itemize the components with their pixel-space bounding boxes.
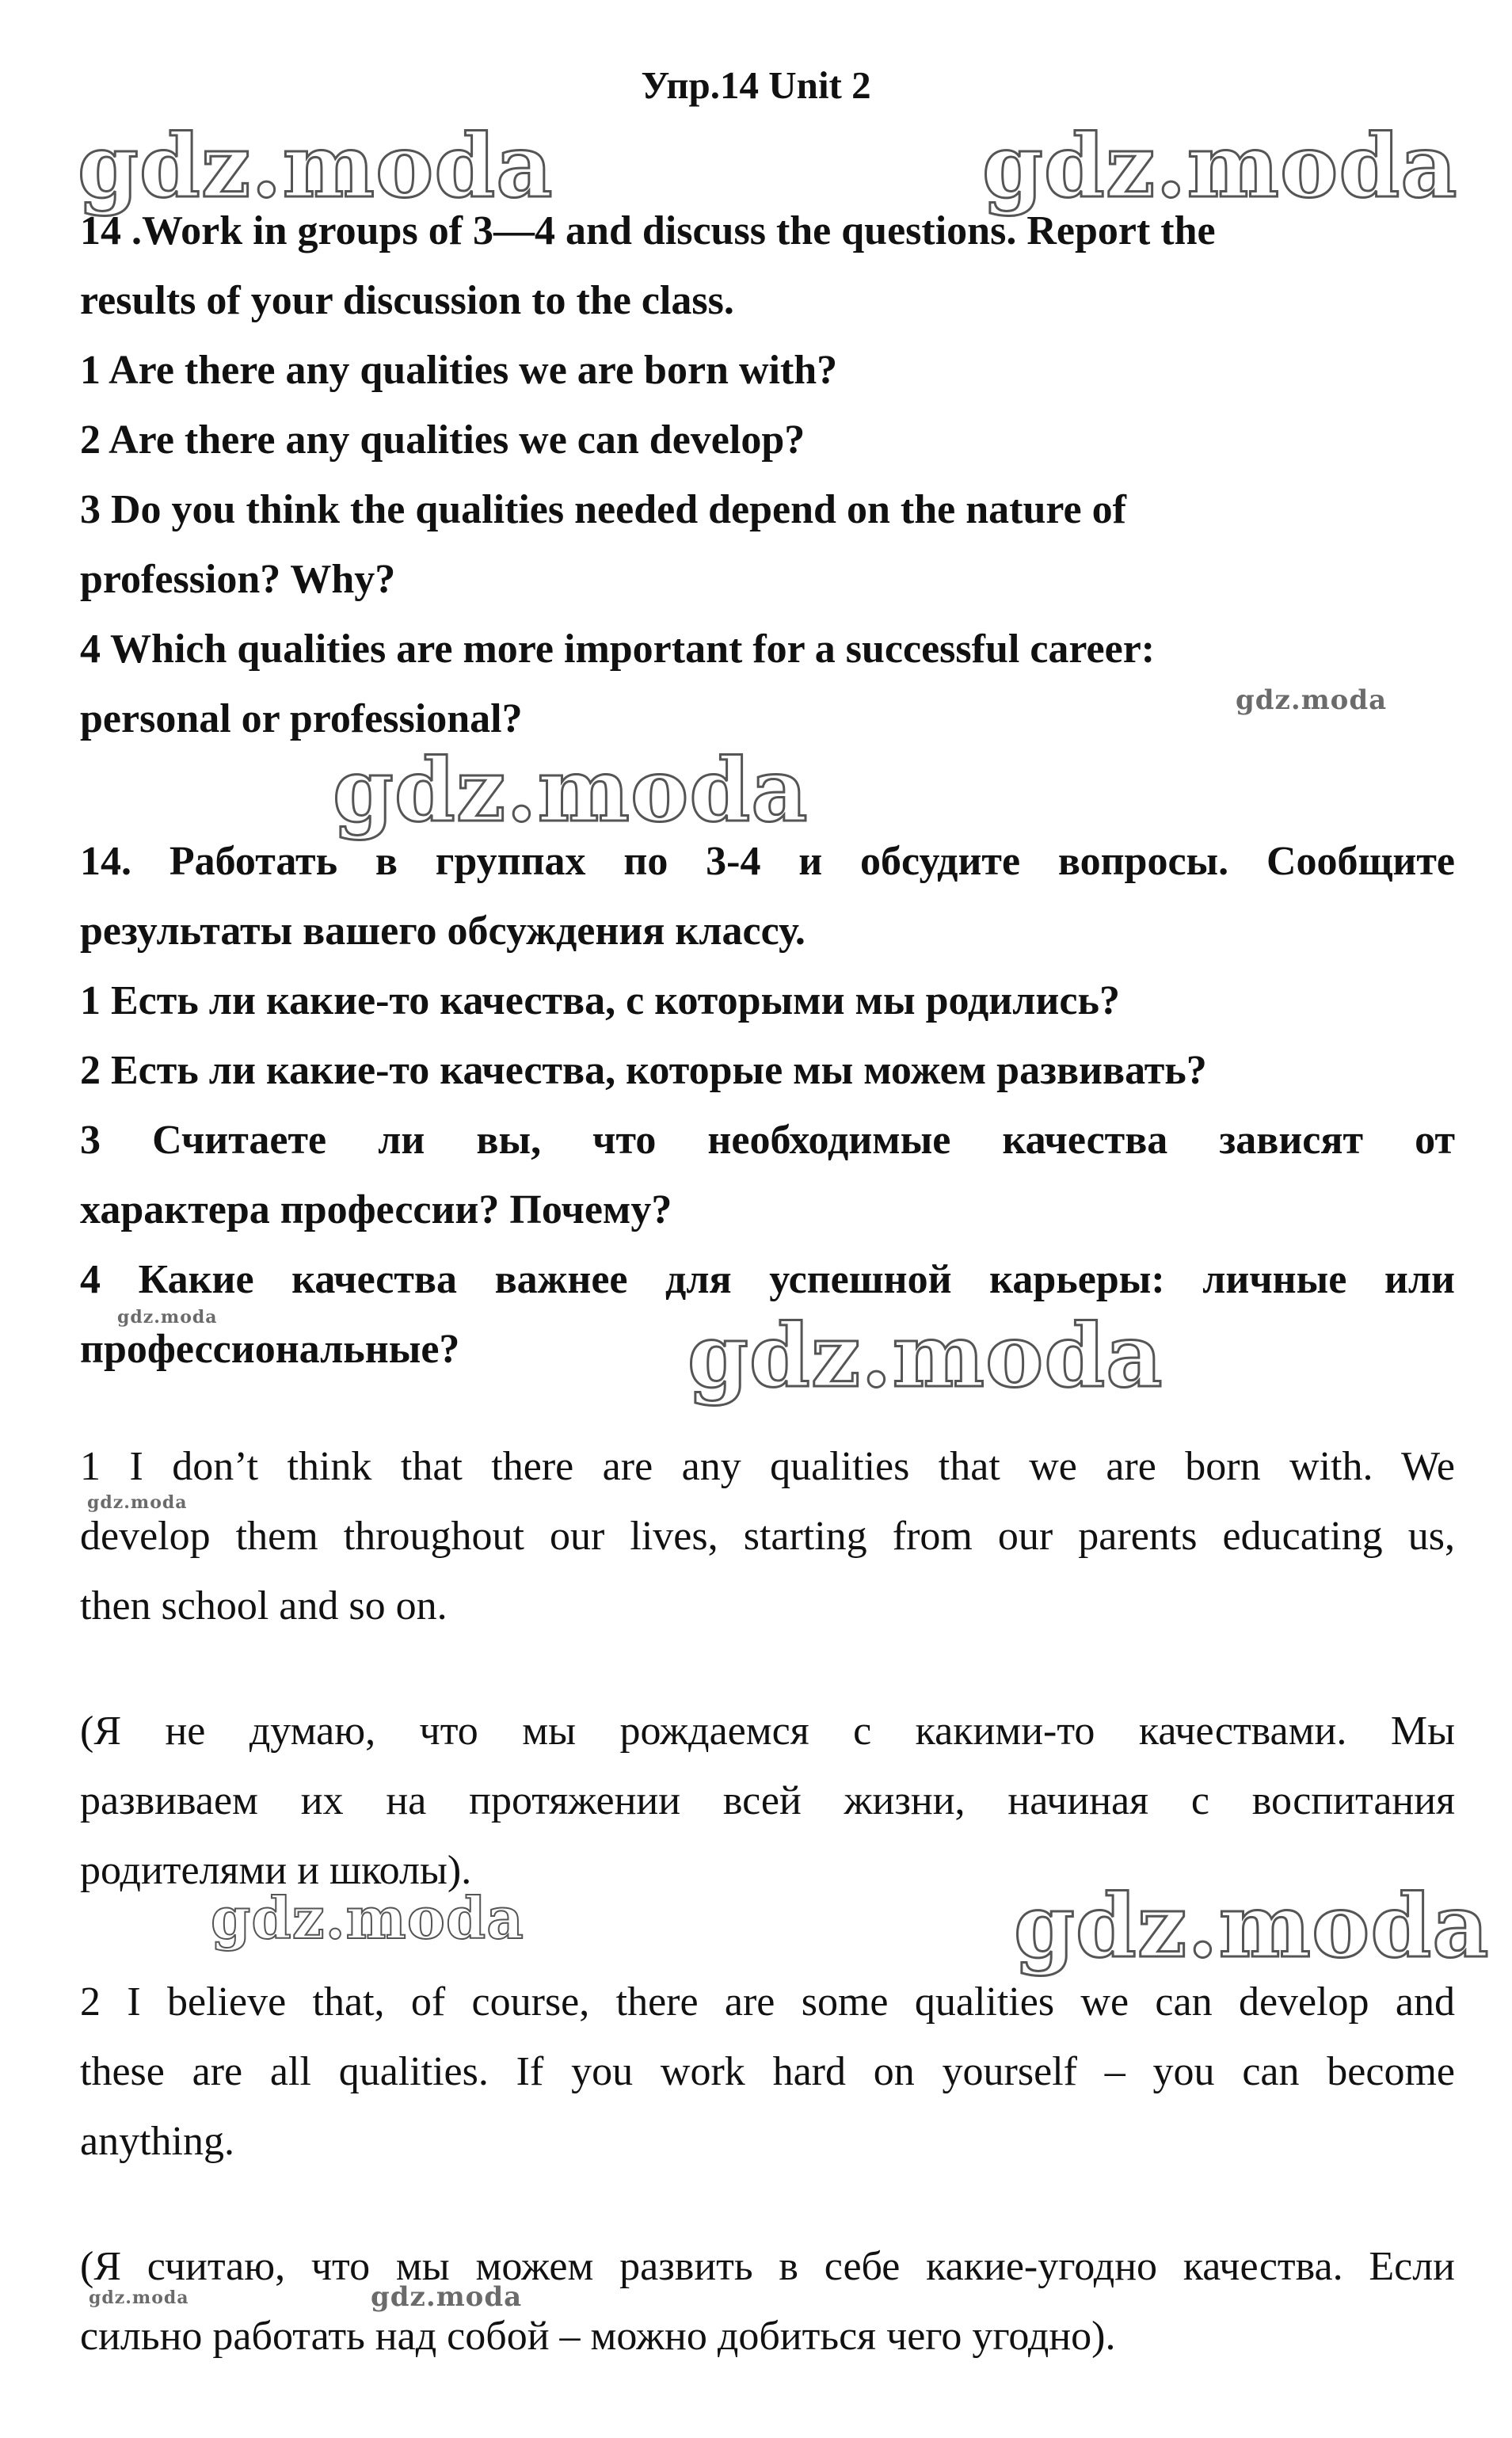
answer-2-ru-line: (Я считаю, что мы можем развить в себе какие-угодно качества. Если [80, 2244, 1455, 2289]
watermark: gdz.moda [333, 739, 809, 841]
task-en-question: 2 Are there any qualities we can develop? [80, 417, 806, 463]
answer-2-en-line: anything. [80, 2119, 234, 2164]
answer-2-en-line: 2 I believe that, of course, there are some qualities we can develop and [80, 1979, 1455, 2025]
watermark: gdz.moda [1014, 1875, 1490, 1977]
answer-1-en-line: then school and so on. [80, 1583, 448, 1629]
watermark: gdz.moda [1236, 684, 1388, 716]
answer-2-ru-line: сильно работать над собой – можно добиться чего угодно). [80, 2314, 1116, 2359]
task-ru-question: характера профессии? Почему? [80, 1187, 672, 1232]
watermark: gdz.moda [982, 115, 1458, 217]
watermark: gdz.moda [687, 1305, 1164, 1407]
task-en-line: 14 .Work in groups of 3—4 and discuss the questions. Report the [80, 208, 1216, 253]
task-ru-question: 4 Какие качества важнее для успешной карьеры: личные или [80, 1257, 1455, 1302]
answer-1-ru-line: развиваем их на протяжении всей жизни, начиная с воспитания [80, 1778, 1455, 1823]
task-ru-question: 3 Считаете ли вы, что необходимые качества зависят от [80, 1118, 1455, 1163]
task-ru-question: профессиональные? [80, 1327, 460, 1372]
task-ru-line: 14. Работать в группах по 3-4 и обсудите вопросы. Сообщите [80, 839, 1455, 884]
answer-1-en-line: 1 I don’t think that there are any qualities that we are born with. We [80, 1444, 1455, 1489]
task-en-question: 3 Do you think the qualities needed depend on the nature of [80, 487, 1126, 532]
task-en-line: results of your discussion to the class. [80, 278, 734, 323]
answer-2-en-line: these are all qualities. If you work hard on yourself – you can become [80, 2049, 1455, 2094]
page-title: Упр.14 Unit 2 [641, 63, 871, 107]
answer-1-ru-line: родителями и школы). [80, 1848, 472, 1893]
task-en-question: 1 Are there any qualities we are born with? [80, 348, 838, 393]
watermark: gdz.moda [87, 1492, 188, 1513]
task-ru-question: 1 Есть ли какие-то качества, с которыми мы родились? [80, 978, 1120, 1023]
watermark: gdz.moda [211, 1884, 524, 1952]
task-en-question: profession? Why? [80, 557, 396, 602]
watermark: gdz.moda [117, 1307, 218, 1328]
task-ru-line: результаты вашего обсуждения классу. [80, 909, 806, 954]
answer-1-en-line: develop them throughout our lives, starting from our parents educating us, [80, 1514, 1455, 1559]
answer-1-ru-line: (Я не думаю, что мы рождаемся с какими-то качествами. Мы [80, 1709, 1455, 1754]
task-en-question: 4 Which qualities are more important for a successful career: [80, 627, 1156, 672]
task-en-question: personal or professional? [80, 696, 523, 741]
task-ru-question: 2 Есть ли какие-то качества, которые мы можем развивать? [80, 1048, 1207, 1093]
watermark: gdz.moda [78, 115, 554, 217]
watermark: gdz.moda [371, 2281, 523, 2313]
watermark: gdz.moda [89, 2288, 189, 2308]
